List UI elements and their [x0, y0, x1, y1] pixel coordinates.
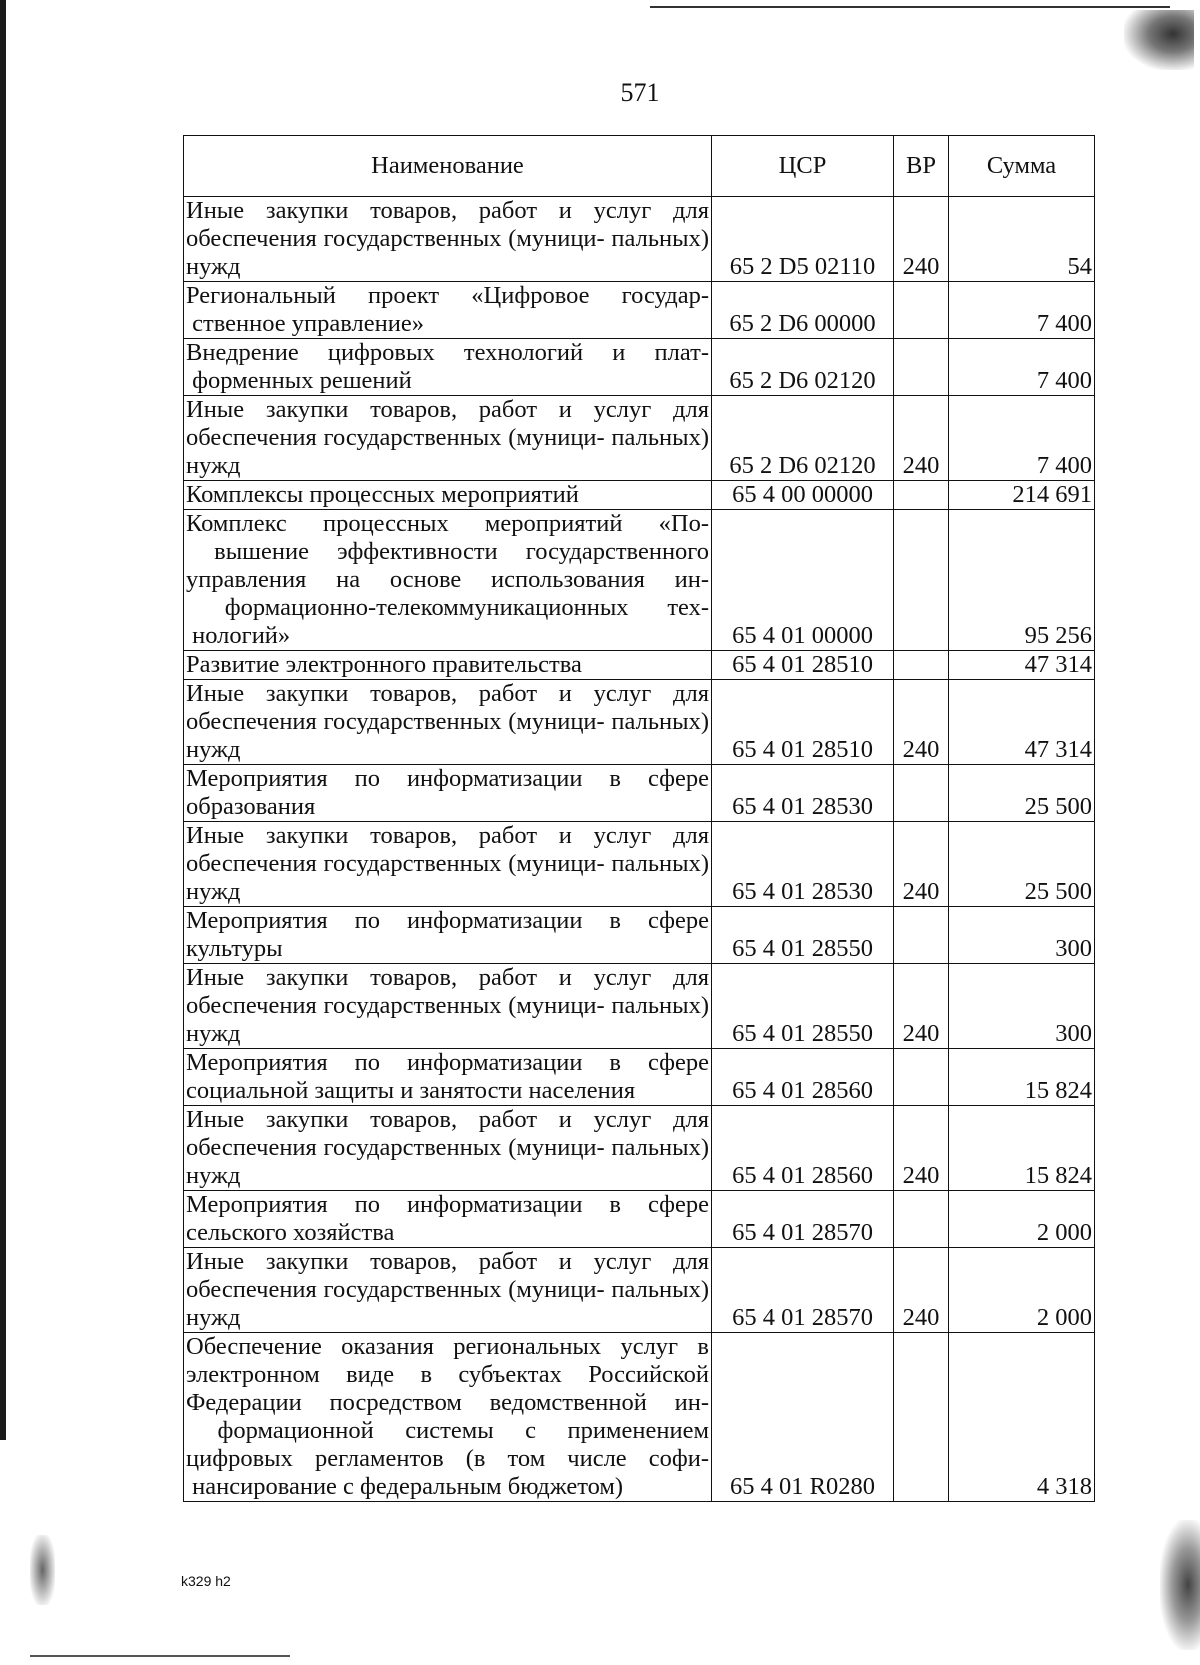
cell-vr [894, 651, 949, 680]
cell-csr: 65 4 01 28570 [712, 1248, 894, 1333]
cell-sum: 95 256 [949, 510, 1095, 651]
cell-vr [894, 765, 949, 822]
scan-smudge-bottom-right [1160, 1520, 1200, 1650]
cell-name: Мероприятия по информатизации в сфере сельского хозяйства [184, 1191, 712, 1248]
page-number: 571 [620, 78, 660, 107]
table-row [184, 651, 1095, 680]
header-csr: ЦСР [712, 136, 894, 197]
cell-vr: 240 [894, 197, 949, 282]
cell-csr: 65 4 01 28570 [712, 1191, 894, 1248]
scan-edge-bottom [30, 1655, 290, 1657]
cell-sum: 300 [949, 964, 1095, 1049]
cell-vr: 240 [894, 1248, 949, 1333]
header-name: Наименование [184, 136, 712, 197]
cell-name: Иные закупки товаров, работ и услуг для обеспечения государственных (муници- пальных) нужд [184, 197, 712, 282]
cell-vr [894, 1191, 949, 1248]
table-row [184, 1333, 1095, 1502]
cell-name: Региональный проект «Цифровое государ- ственное управление» [184, 282, 712, 339]
cell-sum: 300 [949, 907, 1095, 964]
table-row [184, 282, 1095, 339]
cell-vr: 240 [894, 964, 949, 1049]
table-row [184, 907, 1095, 964]
cell-csr: 65 4 00 00000 [712, 481, 894, 510]
budget-table [183, 135, 1095, 1502]
cell-vr [894, 481, 949, 510]
cell-csr: 65 2 D6 02120 [712, 396, 894, 481]
table-row [184, 339, 1095, 396]
cell-sum: 214 691 [949, 481, 1095, 510]
cell-csr: 65 4 01 28550 [712, 907, 894, 964]
cell-sum: 7 400 [949, 282, 1095, 339]
cell-sum: 4 318 [949, 1333, 1095, 1502]
cell-name: Иные закупки товаров, работ и услуг для обеспечения государственных (муници- пальных) нужд [184, 822, 712, 907]
cell-name: Мероприятия по информатизации в сфере образования [184, 765, 712, 822]
cell-name: Иные закупки товаров, работ и услуг для обеспечения государственных (муници- пальных) нужд [184, 396, 712, 481]
scan-smudge-top-right [1124, 10, 1194, 70]
cell-csr: 65 4 01 28560 [712, 1049, 894, 1106]
table-row [184, 481, 1095, 510]
footer-code: k329 h2 [181, 1573, 231, 1589]
header-vr: ВР [894, 136, 949, 197]
cell-name: Развитие электронного правительства [184, 651, 712, 680]
cell-sum: 54 [949, 197, 1095, 282]
cell-sum: 25 500 [949, 765, 1095, 822]
table-row [184, 1191, 1095, 1248]
cell-sum: 2 000 [949, 1248, 1095, 1333]
table-row [184, 396, 1095, 481]
cell-csr: 65 2 D6 02120 [712, 339, 894, 396]
table-row [184, 197, 1095, 282]
scan-smudge-bottom-left [30, 1535, 55, 1605]
table-body [184, 197, 1095, 1502]
cell-csr: 65 4 01 28560 [712, 1106, 894, 1191]
cell-csr: 65 4 01 28530 [712, 765, 894, 822]
cell-vr [894, 339, 949, 396]
cell-name: Иные закупки товаров, работ и услуг для обеспечения государственных (муници- пальных) нужд [184, 680, 712, 765]
table-row [184, 964, 1095, 1049]
cell-vr: 240 [894, 396, 949, 481]
cell-vr [894, 1333, 949, 1502]
table-header-row [184, 136, 1095, 197]
cell-csr: 65 2 D5 02110 [712, 197, 894, 282]
cell-sum: 7 400 [949, 396, 1095, 481]
header-sum: Сумма [949, 136, 1095, 197]
cell-vr [894, 907, 949, 964]
cell-csr: 65 2 D6 00000 [712, 282, 894, 339]
cell-name: Внедрение цифровых технологий и плат- форменных решений [184, 339, 712, 396]
cell-vr: 240 [894, 680, 949, 765]
table-row [184, 822, 1095, 907]
cell-name: Обеспечение оказания региональных услуг в электронном виде в субъектах Российской Федерации посредством ведомственной ин- формационной системы с применением цифровых регламентов (в том числе софи- нансирование с федеральным бюджетом) [184, 1333, 712, 1502]
cell-name: Мероприятия по информатизации в сфере культуры [184, 907, 712, 964]
table-row [184, 1049, 1095, 1106]
scan-edge-top [650, 6, 1170, 8]
cell-name: Иные закупки товаров, работ и услуг для обеспечения государственных (муници- пальных) нужд [184, 1248, 712, 1333]
cell-sum: 47 314 [949, 680, 1095, 765]
cell-vr [894, 1049, 949, 1106]
cell-name: Мероприятия по информатизации в сфере социальной защиты и занятости населения [184, 1049, 712, 1106]
cell-sum: 2 000 [949, 1191, 1095, 1248]
cell-vr [894, 282, 949, 339]
cell-sum: 25 500 [949, 822, 1095, 907]
cell-vr [894, 510, 949, 651]
cell-sum: 15 824 [949, 1049, 1095, 1106]
cell-csr: 65 4 01 28510 [712, 651, 894, 680]
table-row [184, 1248, 1095, 1333]
cell-sum: 15 824 [949, 1106, 1095, 1191]
cell-csr: 65 4 01 28550 [712, 964, 894, 1049]
table-row [184, 1106, 1095, 1191]
scan-edge-left [0, 0, 6, 1440]
cell-vr: 240 [894, 822, 949, 907]
cell-csr: 65 4 01 R0280 [712, 1333, 894, 1502]
cell-csr: 65 4 01 00000 [712, 510, 894, 651]
table-row [184, 680, 1095, 765]
cell-name: Комплекс процессных мероприятий «По- вышение эффективности государственного управления на основе использования ин- формационно-телекоммуникационных тех- нологий» [184, 510, 712, 651]
cell-csr: 65 4 01 28510 [712, 680, 894, 765]
cell-vr: 240 [894, 1106, 949, 1191]
cell-sum: 7 400 [949, 339, 1095, 396]
cell-name: Иные закупки товаров, работ и услуг для обеспечения государственных (муници- пальных) нужд [184, 964, 712, 1049]
cell-csr: 65 4 01 28530 [712, 822, 894, 907]
cell-name: Комплексы процессных мероприятий [184, 481, 712, 510]
cell-name: Иные закупки товаров, работ и услуг для обеспечения государственных (муници- пальных) нужд [184, 1106, 712, 1191]
cell-sum: 47 314 [949, 651, 1095, 680]
table-row [184, 765, 1095, 822]
table-row [184, 510, 1095, 651]
